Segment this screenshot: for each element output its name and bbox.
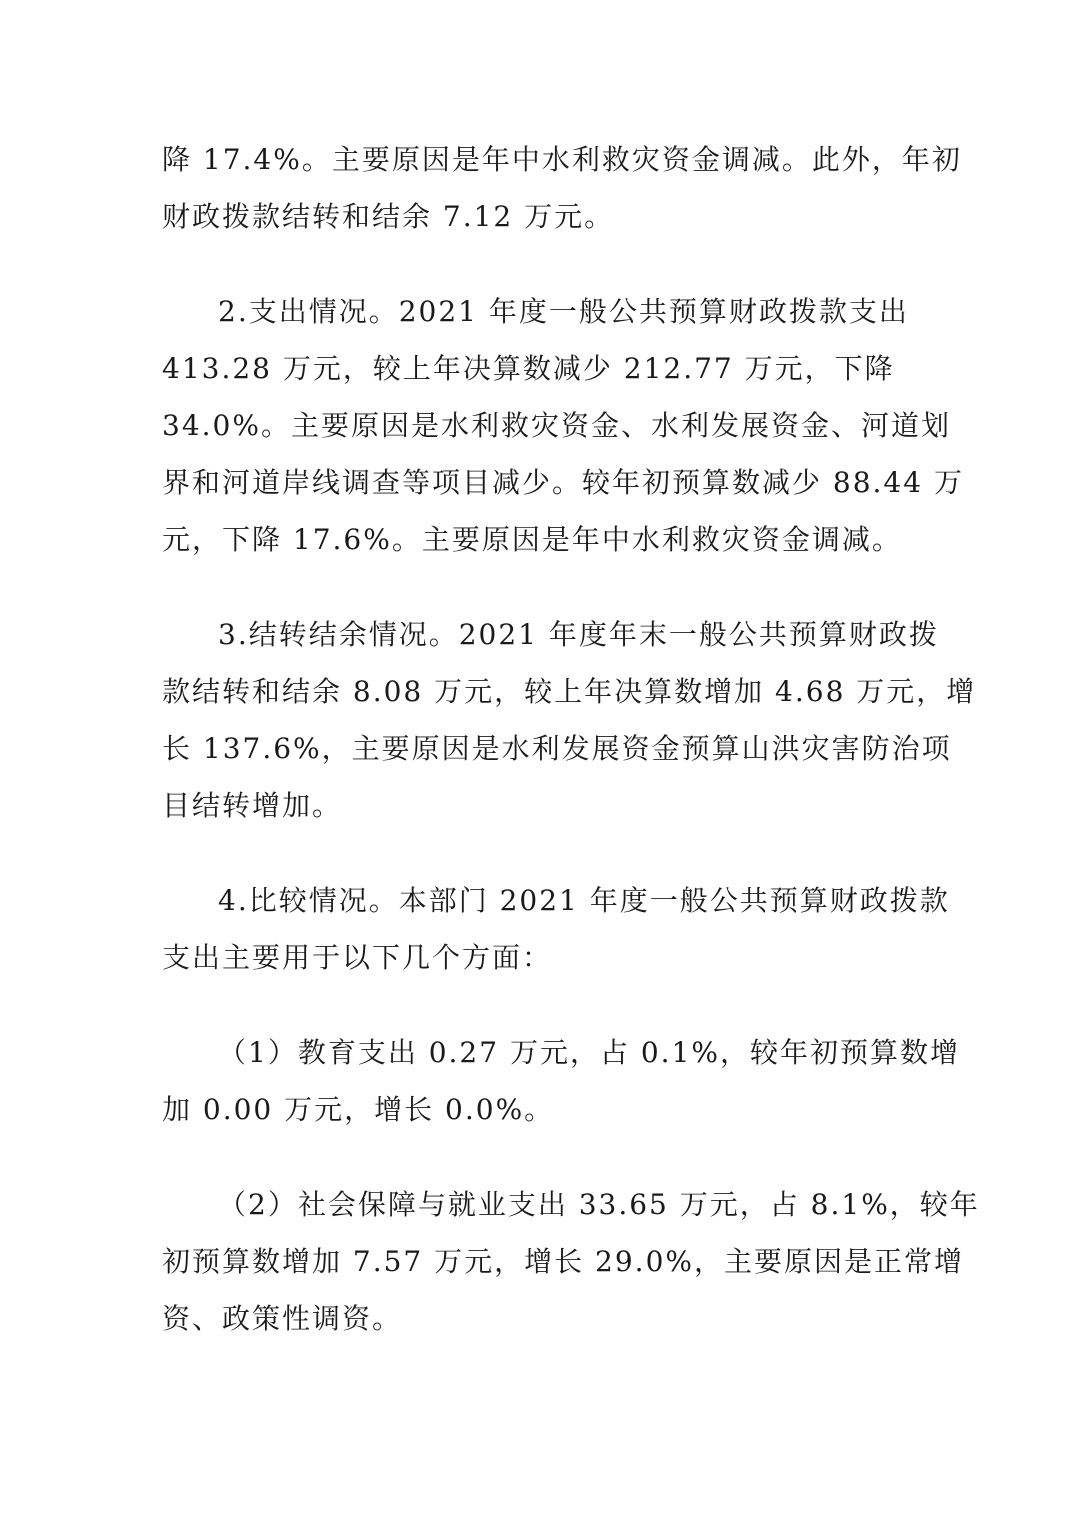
- text-line: 34.0%。主要原因是水利救灾资金、水利发展资金、河道划: [162, 409, 951, 442]
- paragraph-comparison: [162, 872, 950, 986]
- text-line: 界和河道岸线调查等项目减少。较年初预算数减少 88.44 万: [162, 466, 964, 499]
- text-line: 资、政策性调资。: [162, 1302, 403, 1335]
- text-line: 降 17.4%。主要原因是年中水利救灾资金调减。此外，年初: [162, 143, 962, 176]
- paragraph-revenue-tail: [162, 131, 962, 245]
- paragraph-expenditure: [162, 283, 964, 568]
- paragraph-education: [162, 1024, 960, 1138]
- text-line: 款结转和结余 8.08 万元，较上年决算数增加 4.68 万元，增: [162, 675, 977, 708]
- paragraph-carryover: [162, 606, 977, 834]
- text-line: 长 137.6%，主要原因是水利发展资金预算山洪灾害防治项: [162, 732, 952, 765]
- document-page: [162, 131, 980, 1385]
- text-line: （2）社会保障与就业支出 33.65 万元，占 8.1%，较年: [218, 1188, 980, 1221]
- text-line: 2.支出情况。2021 年度一般公共预算财政拨款支出: [218, 295, 909, 328]
- text-line: 4.比较情况。本部门 2021 年度一般公共预算财政拨款: [218, 884, 950, 917]
- text-line: （1）教育支出 0.27 万元，占 0.1%，较年初预算数增: [218, 1036, 960, 1069]
- paragraph-social-security: [162, 1176, 980, 1347]
- text-line: 支出主要用于以下几个方面：: [162, 941, 553, 974]
- text-line: 元，下降 17.6%。主要原因是年中水利救灾资金调减。: [162, 523, 902, 556]
- text-line: 3.结转结余情况。2021 年度年末一般公共预算财政拨: [218, 618, 939, 651]
- text-line: 413.28 万元，较上年决算数减少 212.77 万元，下降: [162, 352, 895, 385]
- text-line: 初预算数增加 7.57 万元，增长 29.0%，主要原因是正常增: [162, 1245, 964, 1278]
- text-line: 目结转增加。: [162, 789, 343, 822]
- text-line: 财政拨款结转和结余 7.12 万元。: [162, 200, 615, 233]
- text-line: 加 0.00 万元，增长 0.0%。: [162, 1093, 555, 1126]
